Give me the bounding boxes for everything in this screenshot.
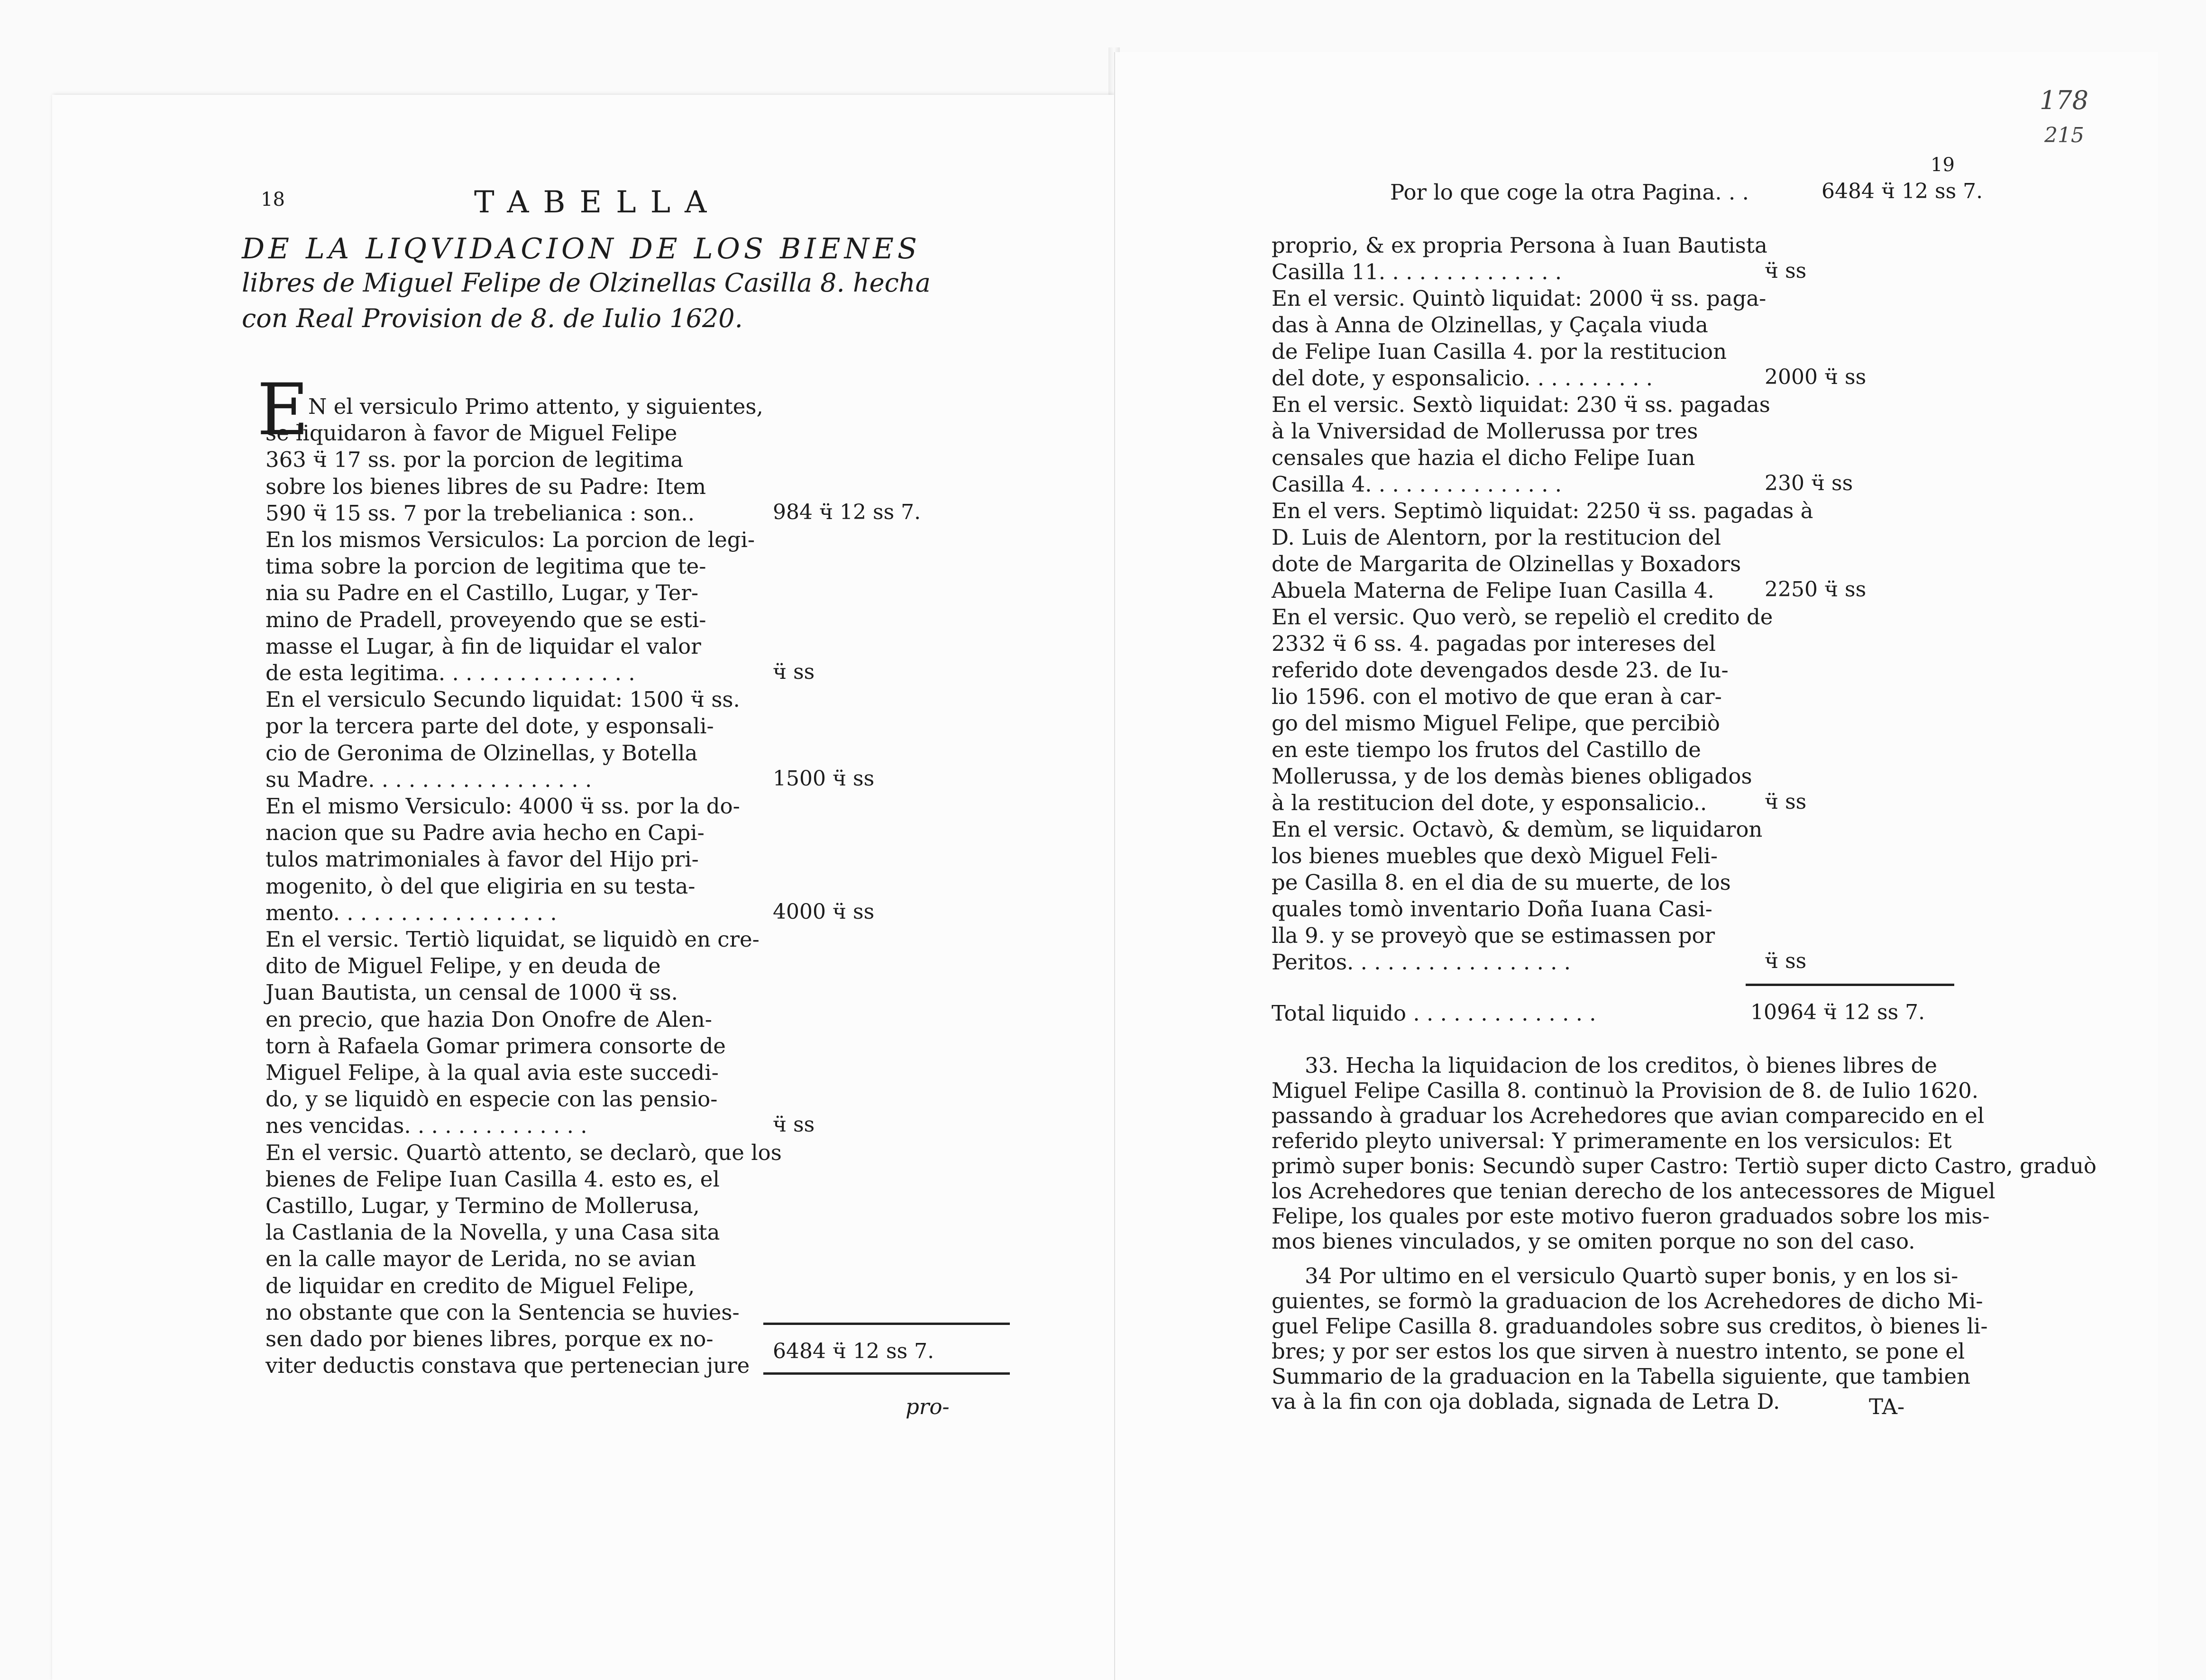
paragraph-line: referido pleyto universal: Y primeramente en los versiculos: Et (1272, 1128, 1952, 1153)
subtotal-rule-bottom (763, 1372, 1010, 1375)
text-line: tulos matrimoniales à favor del Hijo pri- (265, 847, 699, 872)
text-line: censales que hazia el dicho Felipe Iuan (1272, 445, 1695, 470)
text-line: Abuela Materna de Felipe Iuan Casilla 4. (1272, 578, 1714, 603)
paragraph-line: mos bienes vinculados, y se omiten porque no son del caso. (1272, 1229, 1915, 1254)
text-line: Casilla 11. . . . . . . . . . . . . . (1272, 259, 1562, 284)
paragraph-line: 34 Por ultimo en el versiculo Quartò super bonis, y en los si- (1305, 1263, 1959, 1288)
text-line: mento. . . . . . . . . . . . . . . . . (265, 900, 557, 925)
text-line: En el versic. Quintò liquidat: 2000 ӵ ss. paga- (1272, 286, 1767, 311)
text-line: à la restitucion del dote, y esponsalicio.. (1272, 790, 1707, 815)
subtitle-line-1: DE LA LIQVIDACION DE LOS BIENES (242, 232, 921, 265)
text-line: Mollerussa, y de los demàs bienes obligados (1272, 764, 1752, 789)
text-line: En el versic. Tertiò liquidat, se liquidò en cre- (265, 927, 760, 952)
text-line: proprio, & ex propria Persona à Iuan Bautista (1272, 233, 1767, 258)
text-line: se liquidaron à favor de Miguel Felipe (265, 420, 677, 446)
paragraph-line: Summario de la graduacion en la Tabella siguiente, que tambien (1272, 1364, 1971, 1389)
handwritten-folio-1: 178 (2040, 85, 2089, 115)
amount-cell: 2250 ӵ ss (1765, 577, 1867, 602)
paragraph-line: va à la fin con oja doblada, signada de Letra D. (1272, 1389, 1780, 1414)
text-line: das à Anna de Olzinellas, y Çaçala viuda (1272, 312, 1708, 338)
page-number: 18 (261, 189, 285, 210)
text-line: en la calle mayor de Lerida, no se avian (265, 1246, 696, 1272)
total-label: Total liquido . . . . . . . . . . . . . . (1272, 1001, 1596, 1026)
paragraph-line: bres; y por ser estos los que sirven à nuestro intento, se pone el (1272, 1339, 1965, 1364)
text-line: à la Vniversidad de Mollerussa por tres (1272, 419, 1698, 444)
text-line: quales tomò inventario Doña Iuana Casi- (1272, 896, 1712, 922)
text-line: En el versic. Quartò attento, se declarò, que los (265, 1140, 782, 1165)
text-line: los bienes muebles que dexò Miguel Feli- (1272, 843, 1718, 868)
text-line: lla 9. y se proveyò que se estimassen por (1272, 923, 1715, 948)
text-line: nacion que su Padre avia hecho en Capi- (265, 820, 705, 846)
paragraph-line: Felipe, los quales por este motivo fueron graduados sobre los mis- (1272, 1204, 1990, 1229)
amount-cell: ӵ ss (773, 1113, 815, 1137)
text-line: de Felipe Iuan Casilla 4. por la restitucion (1272, 339, 1727, 364)
subtotal-amount: 6484 ӵ 12 ss 7. (773, 1339, 934, 1363)
text-line: dote de Margarita de Olzinellas y Boxadors (1272, 551, 1741, 576)
text-line: En el versic. Quo verò, se repeliò el credito de (1272, 604, 1773, 630)
amount-cell: 230 ӵ ss (1765, 471, 1853, 495)
text-line: bienes de Felipe Iuan Casilla 4. esto es, el (265, 1166, 720, 1192)
text-line: dito de Miguel Felipe, y en deuda de (265, 953, 661, 979)
text-line: En el versic. Sextò liquidat: 230 ӵ ss. pagadas (1272, 392, 1770, 417)
subtitle-line-2: libres de Miguel Felipe de Olzinellas Casilla 8. hecha (242, 268, 931, 298)
text-line: de esta legitima. . . . . . . . . . . . . . . (265, 660, 635, 685)
amount-cell: 984 ӵ 12 ss 7. (773, 500, 921, 524)
text-line: nia su Padre en el Castillo, Lugar, y Ter- (265, 580, 699, 606)
amount-cell: ӵ ss (1765, 949, 1807, 973)
text-line: cio de Geronima de Olzinellas, y Botella (265, 740, 698, 766)
text-line: Castillo, Lugar, y Termino de Mollerusa, (265, 1193, 700, 1218)
text-line: En el mismo Versiculo: 4000 ӵ ss. por la do- (265, 794, 740, 819)
text-line: En el vers. Septimò liquidat: 2250 ӵ ss. pagadas à (1272, 498, 1813, 523)
text-line: la Castlania de la Novella, y una Casa sita (265, 1220, 720, 1245)
table-header-title: TABELLA (474, 185, 721, 220)
text-line: 363 ӵ 17 ss. por la porcion de legitima (265, 447, 684, 473)
text-line: 2332 ӵ 6 ss. 4. pagadas por intereses del (1272, 631, 1716, 656)
text-line: D. Luis de Alentorn, por la restitucion del (1272, 525, 1721, 550)
right-page (1114, 52, 2158, 1680)
handwritten-folio-2: 215 (2044, 123, 2084, 147)
catchword: TA- (1869, 1394, 1905, 1419)
text-line: sobre los bienes libres de su Padre: Item (265, 474, 706, 499)
left-page (52, 95, 1114, 1680)
amount-cell: 4000 ӵ ss (773, 899, 875, 924)
paragraph-line: guientes, se formò la graduacion de los Acrehedores de dicho Mi- (1272, 1288, 1983, 1314)
text-line: N el versiculo Primo attento, y siguientes, (308, 394, 763, 419)
text-line: Juan Bautista, un censal de 1000 ӵ ss. (265, 980, 678, 1005)
text-line: lio 1596. con el motivo de que eran à car- (1272, 684, 1722, 709)
text-line: Peritos. . . . . . . . . . . . . . . . . (1272, 950, 1571, 975)
carry-over-amount: 6484 ӵ 12 ss 7. (1822, 179, 1983, 203)
paragraph-line: guel Felipe Casilla 8. graduandoles sobre sus creditos, ò bienes li- (1272, 1314, 1988, 1339)
text-line: go del mismo Miguel Felipe, que percibiò (1272, 711, 1720, 736)
text-line: de liquidar en credito de Miguel Felipe, (265, 1273, 695, 1298)
text-line: Casilla 4. . . . . . . . . . . . . . . (1272, 472, 1562, 497)
amount-cell: ӵ ss (1765, 259, 1807, 283)
amount-cell: 2000 ӵ ss (1765, 365, 1867, 389)
text-line: do, y se liquidò en especie con las pensio- (265, 1087, 718, 1112)
text-line: viter deductis constava que pertenecian jure (265, 1353, 750, 1379)
text-line: mino de Pradell, proveyendo que se esti- (265, 607, 706, 632)
text-line: torn à Rafaela Gomar primera consorte de (265, 1033, 726, 1059)
text-line: su Madre. . . . . . . . . . . . . . . . . (265, 767, 592, 792)
catchword: pro- (906, 1394, 950, 1419)
text-line: pe Casilla 8. en el dia de su muerte, de los (1272, 870, 1731, 895)
text-line: En el versiculo Secundo liquidat: 1500 ӵ ss. (265, 687, 740, 712)
carry-over-label: Por lo que coge la otra Pagina. . . (1390, 180, 1749, 205)
text-line: sen dado por bienes libres, porque ex no- (265, 1326, 714, 1351)
text-line: En el versic. Octavò, & demùm, se liquidaron (1272, 817, 1763, 842)
text-line: masse el Lugar, à fin de liquidar el valor (265, 633, 701, 659)
text-line: nes vencidas. . . . . . . . . . . . . . (265, 1113, 587, 1139)
text-line: por la tercera parte del dote, y esponsali- (265, 713, 714, 739)
paragraph-line: 33. Hecha la liquidacion de los creditos, ò bienes libres de (1305, 1053, 1938, 1078)
text-line: no obstante que con la Sentencia se huvies- (265, 1299, 740, 1325)
total-amount: 10964 ӵ 12 ss 7. (1750, 1000, 1925, 1024)
text-line: en este tiempo los frutos del Castillo de (1272, 737, 1701, 762)
amount-cell: 1500 ӵ ss (773, 766, 875, 791)
text-line: 590 ӵ 15 ss. 7 por la trebelianica : son.. (265, 500, 695, 526)
subtotal-rule-top (763, 1323, 1010, 1325)
text-line: mogenito, ò del que eligiria en su testa- (265, 873, 696, 899)
text-line: tima sobre la porcion de legitima que te- (265, 554, 706, 579)
paragraph-line: los Acrehedores que tenian derecho de los antecessores de Miguel (1272, 1178, 1995, 1204)
total-rule-top (1746, 984, 1954, 986)
text-line: Miguel Felipe, à la qual avia este succedi- (265, 1060, 719, 1085)
amount-cell: ӵ ss (1765, 790, 1807, 814)
page-number: 19 (1931, 154, 1955, 176)
text-line: del dote, y esponsalicio. . . . . . . . . . (1272, 365, 1653, 391)
text-line: en precio, que hazia Don Onofre de Alen- (265, 1006, 712, 1032)
paragraph-line: Miguel Felipe Casilla 8. continuò la Provision de 8. de Iulio 1620. (1272, 1078, 1979, 1103)
drop-cap: E (257, 369, 309, 451)
text-line: En los mismos Versiculos: La porcion de legi- (265, 527, 755, 552)
paragraph-line: passando à graduar los Acrehedores que avian comparecido en el (1272, 1103, 1985, 1128)
paragraph-line: primò super bonis: Secundò super Castro: Tertiò super dicto Castro, graduò (1272, 1153, 2097, 1178)
amount-cell: ӵ ss (773, 660, 815, 684)
text-line: referido dote devengados desde 23. de Iu- (1272, 657, 1729, 683)
subtitle-line-3: con Real Provision de 8. de Iulio 1620. (242, 303, 743, 333)
